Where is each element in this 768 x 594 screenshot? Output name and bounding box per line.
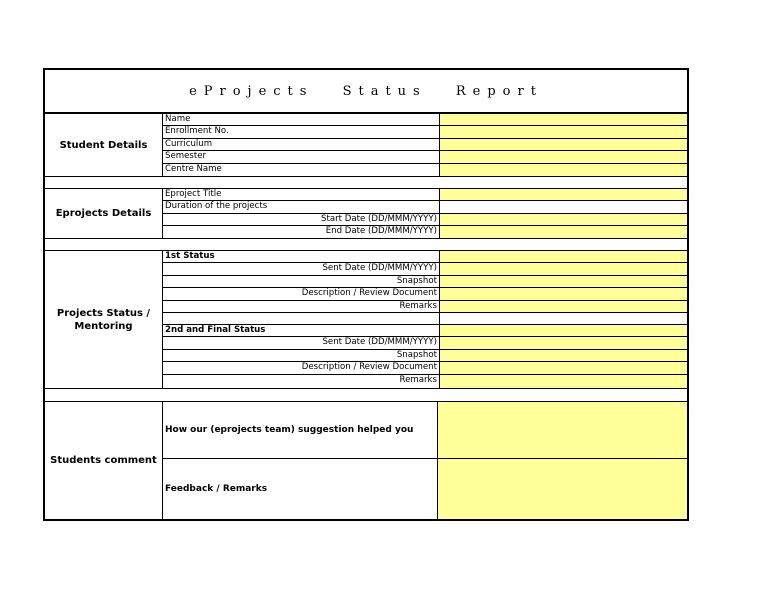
- eproject-title-input[interactable]: [440, 189, 687, 200]
- first-snapshot-row: [163, 276, 687, 288]
- field-label: Semester: [163, 151, 440, 162]
- field-label: Duration of the projects: [163, 201, 440, 212]
- start-date-row: [163, 214, 687, 226]
- first-remarks-input[interactable]: [440, 301, 687, 312]
- second-status-input[interactable]: [440, 325, 687, 336]
- curriculum-input[interactable]: [440, 139, 687, 150]
- curriculum-row: [163, 139, 687, 151]
- centre-input[interactable]: [440, 164, 687, 176]
- second-snapshot-row: [163, 350, 687, 362]
- enrollment-row: [163, 126, 687, 138]
- feedback-row: [163, 459, 687, 519]
- end-date-row: [163, 226, 687, 239]
- section-divider: [45, 177, 687, 189]
- feedback-input[interactable]: [438, 459, 687, 519]
- suggestion-input[interactable]: [438, 402, 687, 458]
- second-status-heading-row: [163, 325, 687, 337]
- field-label: End Date (DD/MMM/YYYY): [163, 226, 440, 238]
- duration-value: [440, 201, 687, 212]
- status-mentoring-label: Projects Status / Mentoring: [45, 251, 163, 389]
- field-label: Centre Name: [163, 164, 440, 176]
- first-snapshot-input[interactable]: [440, 276, 687, 287]
- blank-label: [163, 313, 440, 324]
- section-divider: [45, 389, 687, 402]
- field-label: Enrollment No.: [163, 126, 440, 137]
- field-label: Sent Date (DD/MMM/YYYY): [163, 263, 440, 274]
- second-sent-date-row: [163, 337, 687, 349]
- section-divider: [45, 239, 687, 251]
- suggestion-row: [163, 402, 687, 459]
- second-description-input[interactable]: [440, 362, 687, 373]
- field-label: Description / Review Document: [163, 362, 440, 373]
- field-label: Eproject Title: [163, 189, 440, 200]
- field-label: Remarks: [163, 301, 440, 312]
- field-label: Sent Date (DD/MMM/YYYY): [163, 337, 440, 348]
- field-label: How our (eprojects team) suggestion helped you: [163, 402, 438, 458]
- first-description-row: [163, 288, 687, 300]
- report-title: eProjects Status Report: [45, 70, 687, 114]
- field-label: Remarks: [163, 375, 440, 388]
- students-comment-label: Students comment: [45, 402, 163, 519]
- blank-row: [163, 313, 687, 325]
- first-sent-date-input[interactable]: [440, 263, 687, 274]
- second-snapshot-input[interactable]: [440, 350, 687, 361]
- semester-row: [163, 151, 687, 163]
- first-remarks-row: [163, 301, 687, 313]
- field-label: Snapshot: [163, 350, 440, 361]
- first-description-input[interactable]: [440, 288, 687, 299]
- first-sent-date-row: [163, 263, 687, 275]
- blank-value: [440, 313, 687, 324]
- first-status-heading: 1st Status: [163, 251, 440, 262]
- second-status-heading: 2nd and Final Status: [163, 325, 440, 336]
- enrollment-input[interactable]: [440, 126, 687, 137]
- field-label: Curriculum: [163, 139, 440, 150]
- semester-input[interactable]: [440, 151, 687, 162]
- second-sent-date-input[interactable]: [440, 337, 687, 348]
- first-status-input[interactable]: [440, 251, 687, 262]
- field-label: Feedback / Remarks: [163, 459, 438, 519]
- eprojects-details-label: Eprojects Details: [45, 189, 163, 239]
- duration-row: [163, 201, 687, 213]
- second-remarks-input[interactable]: [440, 375, 687, 388]
- field-label: Description / Review Document: [163, 288, 440, 299]
- student-details-label: Student Details: [45, 114, 163, 177]
- start-date-input[interactable]: [440, 214, 687, 225]
- student-name-row: [163, 114, 687, 126]
- centre-row: [163, 164, 687, 177]
- end-date-input[interactable]: [440, 226, 687, 238]
- field-label: Name: [163, 114, 440, 125]
- first-status-heading-row: [163, 251, 687, 263]
- field-label: Snapshot: [163, 276, 440, 287]
- student-name-input[interactable]: [440, 114, 687, 125]
- eproject-title-row: [163, 189, 687, 201]
- second-description-row: [163, 362, 687, 374]
- field-label: Start Date (DD/MMM/YYYY): [163, 214, 440, 225]
- second-remarks-row: [163, 375, 687, 389]
- status-report-form: [43, 68, 689, 521]
